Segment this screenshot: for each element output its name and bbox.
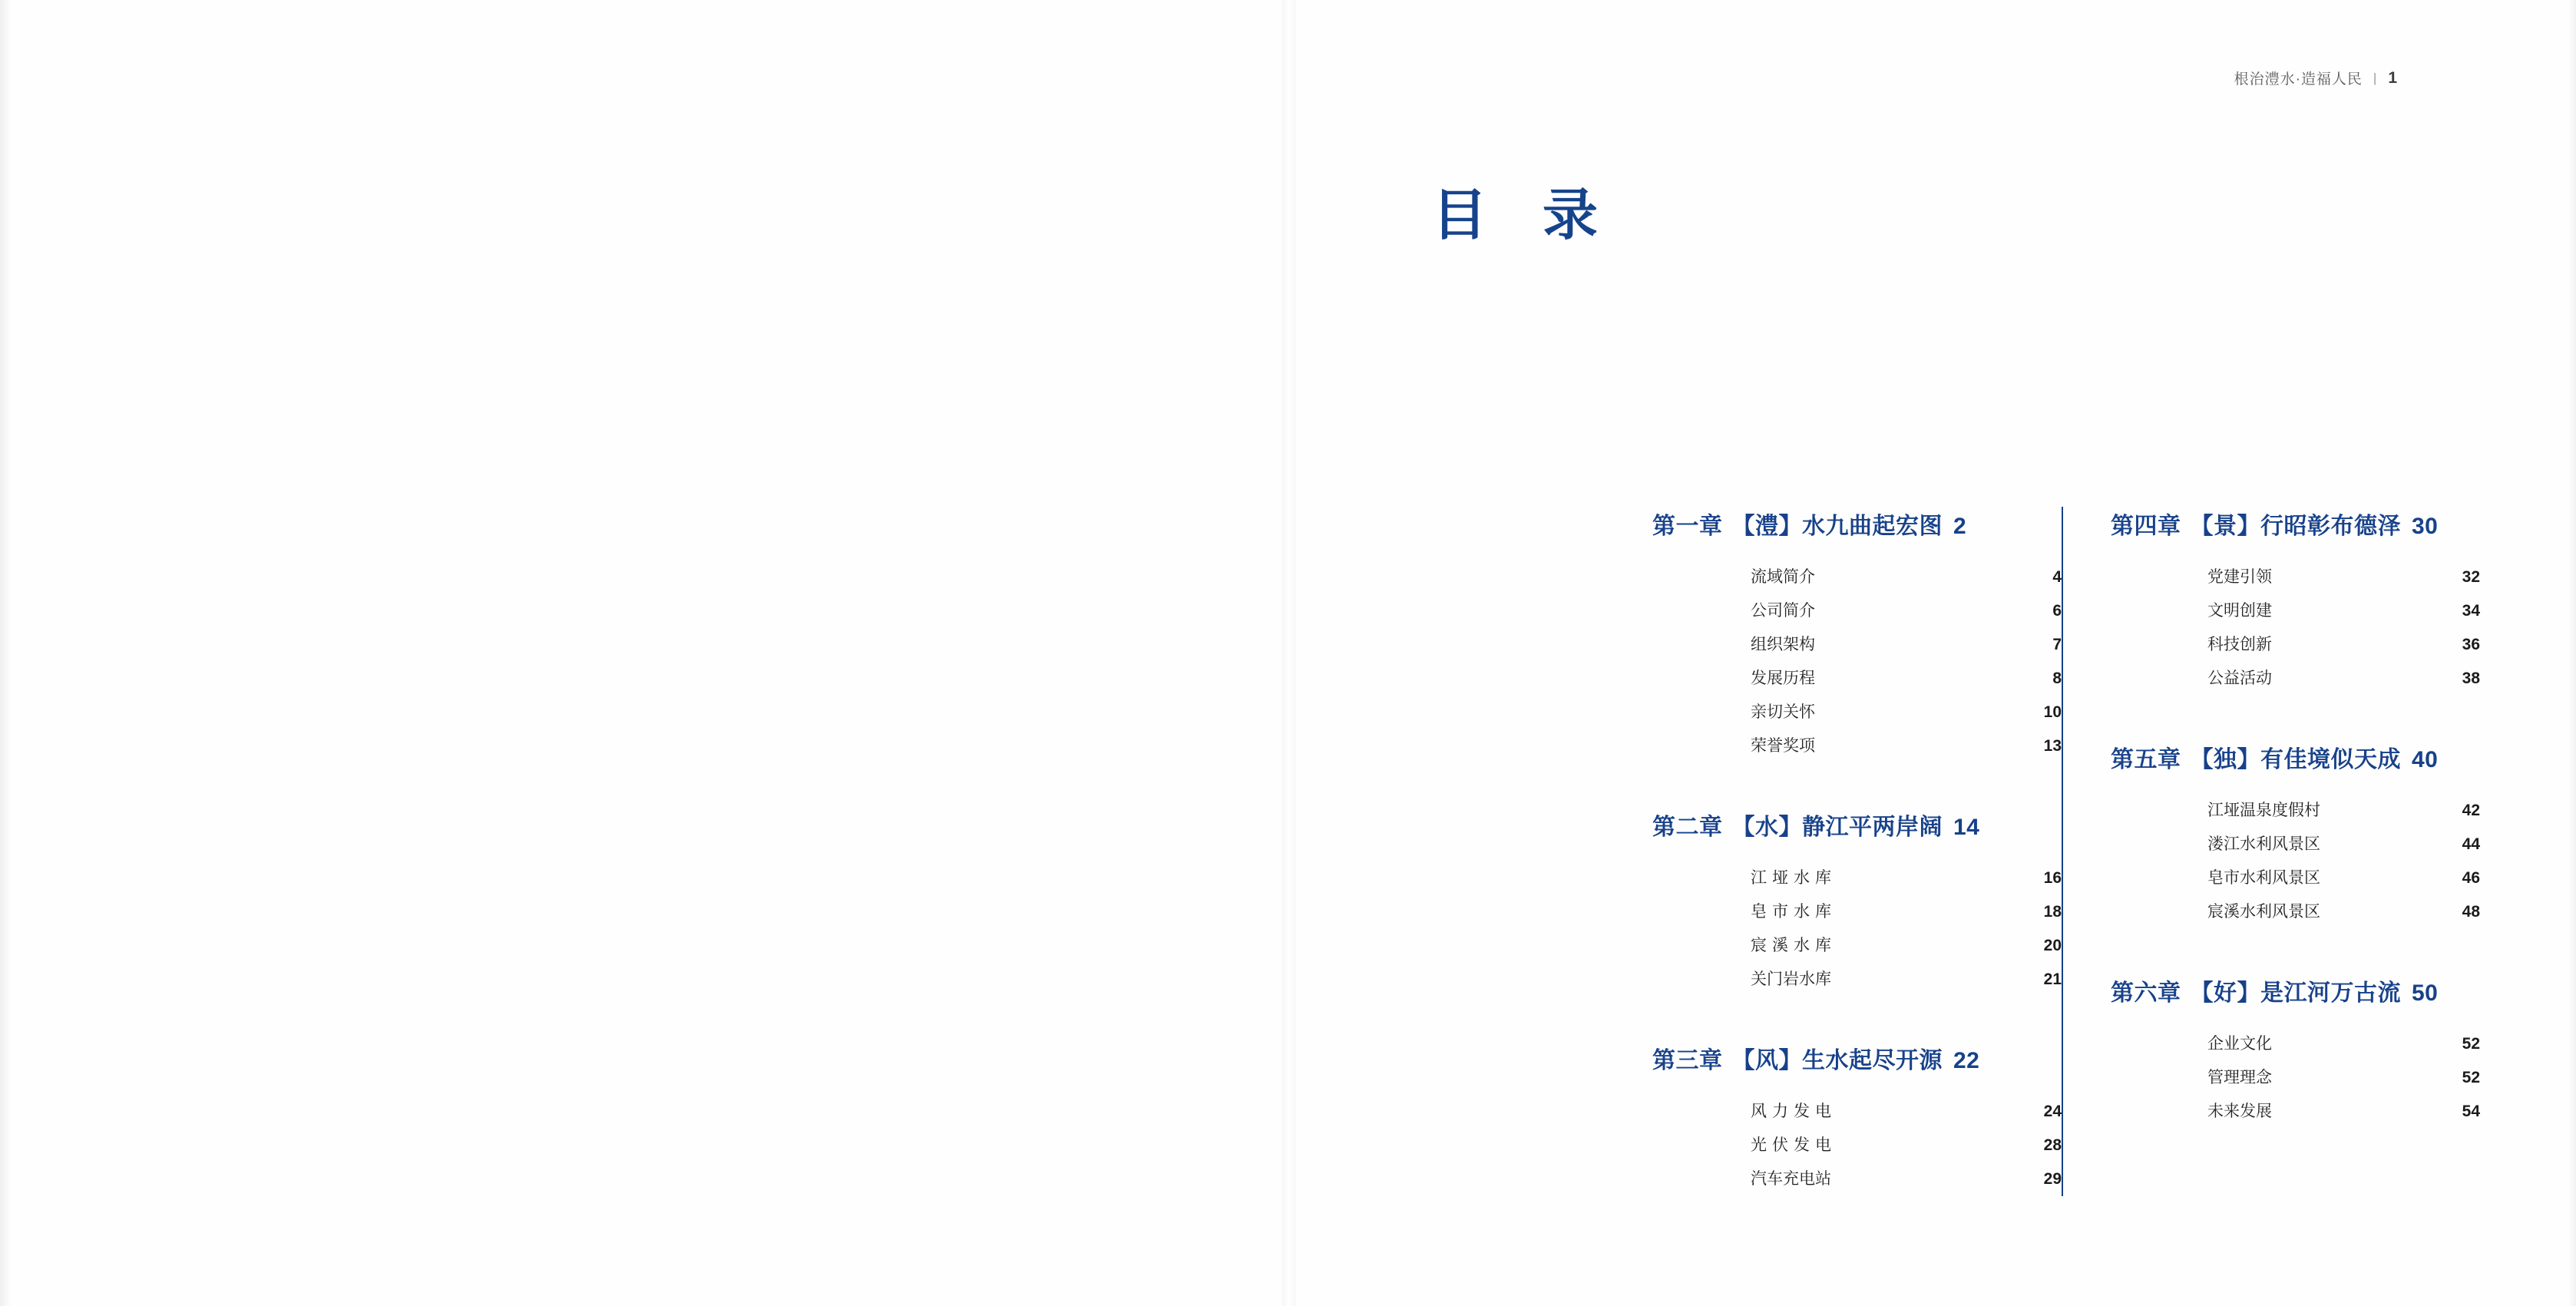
toc-entry-page: 10 (2043, 703, 2062, 721)
toc-entry[interactable] (2111, 861, 2480, 895)
chapter-entries (1643, 560, 2062, 763)
toc-entry-page: 29 (2043, 1170, 2062, 1188)
toc-entry-page: 52 (2462, 1035, 2480, 1053)
toc-entry[interactable] (2111, 1061, 2480, 1095)
toc-entry-page: 24 (2043, 1103, 2062, 1120)
chapter-entries (2111, 794, 2480, 929)
toc-entry[interactable] (1643, 560, 2062, 594)
toc-entry-label: 企业文化 (2207, 1035, 2272, 1053)
toc-entry[interactable] (2111, 794, 2480, 828)
chapter-block (2111, 740, 2480, 929)
chapter-label: 第六章 (2111, 980, 2181, 1006)
toc-entry-label: 江垭温泉度假村 (2207, 802, 2320, 819)
toc-entry[interactable] (1643, 662, 2062, 696)
toc-entry-label: 风力发电 (1751, 1103, 1837, 1120)
toc-entry-label: 宸溪水利风景区 (2207, 903, 2320, 921)
toc-entry-label: 汽车充电站 (1751, 1170, 1831, 1188)
toc-entry-page: 16 (2043, 869, 2062, 887)
toc-entry[interactable] (1643, 729, 2062, 763)
toc-entry-page: 8 (2052, 670, 2062, 687)
chapter-heading[interactable] (1643, 507, 2062, 541)
toc-entry[interactable] (1643, 696, 2062, 729)
running-header-separator: | (2373, 70, 2378, 85)
chapter-title: 【水】静江平两岸阔 (1731, 815, 1943, 840)
toc-column-left (1643, 507, 2062, 1196)
toc-entry-label: 发展历程 (1751, 670, 1815, 687)
toc-entry-label: 文明创建 (2207, 602, 2272, 620)
chapter-block (1643, 1041, 2062, 1196)
toc-entry-label: 江垭水库 (1751, 869, 1837, 887)
chapter-page: 22 (1953, 1048, 1980, 1073)
toc-entry-page: 13 (2043, 737, 2062, 755)
chapter-entries (2111, 1027, 2480, 1129)
toc-entry[interactable] (2111, 895, 2480, 929)
chapter-title: 【风】生水起尽开源 (1731, 1048, 1943, 1073)
toc-entry-page: 44 (2462, 835, 2480, 853)
chapter-label: 第一章 (1652, 514, 1723, 539)
toc-entry[interactable] (1643, 861, 2062, 895)
toc-entry-label: 流域简介 (1751, 568, 1815, 586)
chapter-block (2111, 974, 2480, 1129)
toc-entry[interactable] (1643, 1129, 2062, 1162)
toc-entry-label: 光伏发电 (1751, 1136, 1837, 1154)
toc-entry-page: 46 (2462, 869, 2480, 887)
toc-entry-page: 21 (2043, 970, 2062, 988)
toc-entry[interactable] (1643, 895, 2062, 929)
toc-entry-page: 36 (2462, 636, 2480, 653)
chapter-heading[interactable] (2111, 974, 2480, 1007)
toc-entry-page: 4 (2052, 568, 2062, 586)
toc-entry-label: 皂市水库 (1751, 903, 1837, 921)
chapter-label: 第五章 (2111, 747, 2181, 772)
page-right-edge (2568, 0, 2576, 1306)
toc-entry-page: 38 (2462, 670, 2480, 687)
toc-entry-label: 未来发展 (2207, 1103, 2272, 1120)
chapter-block (1643, 507, 2062, 763)
toc-entry-label: 科技创新 (2207, 636, 2272, 653)
toc-entry[interactable] (2111, 628, 2480, 662)
toc-entry-page: 18 (2043, 903, 2062, 921)
toc-entry[interactable] (1643, 1162, 2062, 1196)
toc-entry-label: 亲切关怀 (1751, 703, 1815, 721)
chapter-title: 【独】有佳境似天成 (2190, 747, 2401, 772)
toc-entry[interactable] (1643, 628, 2062, 662)
page-left-edge (0, 0, 11, 1306)
toc-entry-label: 溇江水利风景区 (2207, 835, 2320, 853)
chapter-entries (2111, 560, 2480, 696)
page-gutter (1282, 0, 1296, 1306)
chapter-heading[interactable] (1643, 1041, 2062, 1075)
toc-entry-label: 荣誉奖项 (1751, 737, 1815, 755)
toc-entry[interactable] (2111, 560, 2480, 594)
toc-entry[interactable] (2111, 662, 2480, 696)
page-title: 目 录 (1432, 185, 1619, 246)
chapter-label: 第二章 (1652, 815, 1723, 840)
toc-entry-page: 28 (2043, 1136, 2062, 1154)
chapter-heading[interactable] (1643, 808, 2062, 841)
chapter-title: 【澧】水九曲起宏图 (1731, 514, 1943, 539)
chapter-label: 第四章 (2111, 514, 2181, 539)
chapter-page: 30 (2412, 514, 2439, 539)
toc-entry-page: 6 (2052, 602, 2062, 620)
toc-entry-page: 7 (2052, 636, 2062, 653)
toc-entry[interactable] (1643, 929, 2062, 963)
chapter-title: 【景】行昭彰布德泽 (2190, 514, 2401, 539)
toc-entry[interactable] (2111, 1095, 2480, 1129)
toc-entry-label: 关门岩水库 (1751, 970, 1831, 988)
toc-entry[interactable] (1643, 1095, 2062, 1129)
toc-entry-page: 52 (2462, 1069, 2480, 1086)
chapter-page: 50 (2412, 980, 2439, 1006)
chapter-entries (1643, 861, 2062, 997)
chapter-block (1643, 808, 2062, 997)
chapter-page: 14 (1953, 815, 1980, 840)
toc-entry-page: 20 (2043, 937, 2062, 954)
toc-entry[interactable] (1643, 594, 2062, 628)
toc-entry-page: 34 (2462, 602, 2480, 620)
toc-entry-label: 组织架构 (1751, 636, 1815, 653)
running-header (2234, 68, 2398, 88)
chapter-block (2111, 507, 2480, 696)
toc-entry-label: 宸溪水库 (1751, 937, 1837, 954)
toc-entry-page: 32 (2462, 568, 2480, 586)
running-header-text: 根治澧水·造福人民 (2234, 71, 2363, 88)
toc-entry-label: 公司简介 (1751, 602, 1815, 620)
toc-column-right (2062, 507, 2480, 1196)
chapter-entries (1643, 1095, 2062, 1196)
toc-columns (1643, 507, 2480, 1196)
toc-entry[interactable] (1643, 963, 2062, 997)
page-number: 1 (2388, 68, 2398, 87)
toc-entry-label: 公益活动 (2207, 670, 2272, 687)
toc-entry-page: 54 (2462, 1103, 2480, 1120)
toc-entry[interactable] (2111, 1027, 2480, 1061)
toc-entry-page: 48 (2462, 903, 2480, 921)
chapter-title: 【好】是江河万古流 (2190, 980, 2401, 1006)
chapter-page: 40 (2412, 747, 2439, 772)
chapter-heading[interactable] (2111, 740, 2480, 774)
toc-entry-label: 管理理念 (2207, 1069, 2272, 1086)
chapter-label: 第三章 (1652, 1048, 1723, 1073)
toc-entry[interactable] (2111, 594, 2480, 628)
chapter-heading[interactable] (2111, 507, 2480, 541)
toc-entry[interactable] (2111, 828, 2480, 861)
toc-entry-page: 42 (2462, 802, 2480, 819)
toc-entry-label: 皂市水利风景区 (2207, 869, 2320, 887)
toc-entry-label: 党建引领 (2207, 568, 2272, 586)
chapter-page: 2 (1953, 514, 1967, 539)
